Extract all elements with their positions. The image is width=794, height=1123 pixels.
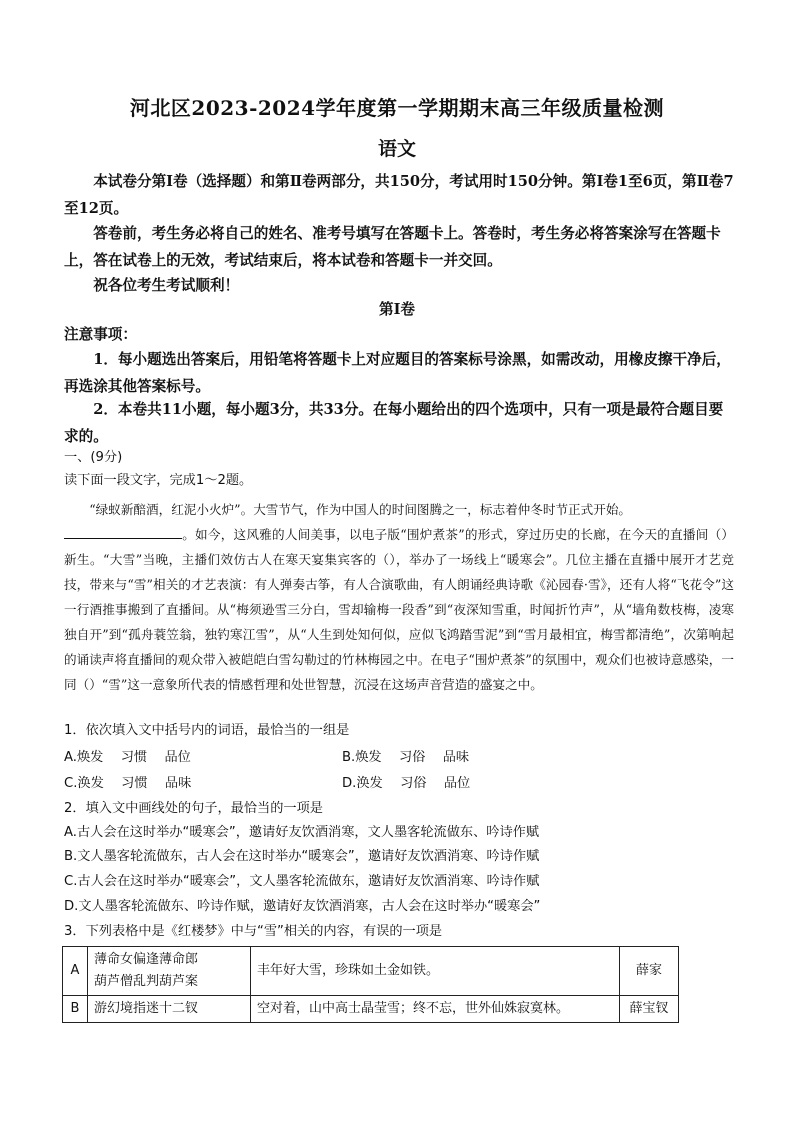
row-label: A bbox=[63, 947, 88, 996]
volume-heading: 第Ⅰ卷 bbox=[378, 301, 415, 318]
q1-option-c[interactable]: C.涣发 习惯 品味 bbox=[64, 776, 192, 791]
notice-item-2: 2．本卷共11小题，每小题3分，共33分。在每小题给出的四个选项中，只有一项是最符合题目要求的。 bbox=[64, 401, 724, 445]
q1-stem: 1．依次填入文中括号内的词语，最恰当的一组是 bbox=[64, 723, 350, 738]
reading-passage bbox=[64, 497, 734, 697]
passage-part-b: 。如今，这风雅的人间美事，以电子版“围炉煮茶”的形式，穿过历史的长廊，在今天的直播间（）新生。“大雪”当晚，主播们效仿古人在寒天宴集宾客的（），举办了一场线上“暖寒会”。几位主播在直播中展开才艺竞技，带来与“雪”相关的才艺表演：有人弹奏古筝，有人合演歌曲，有人朗诵经典诗歌《沁园春·雪》，还有人将“飞花令”这一行酒推事搬到了直播间。从“梅须逊雪三分白，雪却输梅一段香”到“夜深知雪重，时闻折竹声”，从“墙角数枝梅，凌寒独自开”到“孤舟蓑笠翁，独钓寒江雪”，从“人生到处知何似，应似飞鸿踏雪泥”到“雪月最相宜，梅雪都清绝”，次第响起的诵读声将直播间的观众带入被皑皑白雪勾勒过的竹林梅园之中。在电子“围炉煮茶”的氛围中，观众们也被诗意感染，一同（）“雪”这一意象所代表的情感哲理和处世智慧，沉浸在这场声音营造的盛宴之中。 bbox=[64, 527, 734, 692]
notice-item-1: 1．每小题选出答案后，用铅笔将答题卡上对应题目的答案标号涂黑，如需改动，用橡皮擦干净后，再选涂其他答案标号。 bbox=[64, 351, 731, 395]
chapter-title-line: 游幻境指迷十二钗 bbox=[94, 1001, 199, 1016]
q2-stem: 2．填入文中画线处的句子，最恰当的一项是 bbox=[64, 801, 323, 816]
related-person: 薛家 bbox=[620, 947, 679, 996]
quote-content: 空对着，山中高士晶莹雪；终不忘，世外仙姝寂寞林。 bbox=[251, 996, 620, 1023]
intro-paragraph-3: 祝各位考生考试顺利！ bbox=[93, 277, 240, 294]
fill-blank-line bbox=[64, 524, 182, 539]
notice-title: 注意事项： bbox=[64, 326, 137, 343]
intro-paragraph-1: 本试卷分第Ⅰ卷（选择题）和第Ⅱ卷两部分，共150分，考试用时150分钟。第Ⅰ卷1至6页，第Ⅱ卷7至12页。 bbox=[64, 173, 734, 217]
row-label: B bbox=[63, 996, 88, 1023]
chapter-title-line: 薄命女偏逢薄命郎 bbox=[94, 952, 199, 967]
q1-options-row-1 bbox=[64, 746, 734, 768]
passage-part-a: “绿蚁新醅酒，红泥小火炉”。大雪节气，作为中国人的时间图腾之一，标志着仲冬时节正式开始。 bbox=[89, 502, 632, 517]
part1-heading: 一、(9分) bbox=[64, 450, 123, 465]
q1-options-row-2 bbox=[64, 772, 734, 794]
q1-option-d[interactable]: D.涣发 习俗 品位 bbox=[342, 776, 471, 791]
related-person: 薛宝钗 bbox=[620, 996, 679, 1023]
table-row[interactable] bbox=[63, 996, 679, 1023]
q3-table bbox=[62, 946, 679, 1023]
part1-instruction: 读下面一段文字，完成1～2题。 bbox=[64, 473, 253, 488]
table-row[interactable] bbox=[63, 947, 679, 996]
quote-content: 丰年好大雪，珍珠如土金如铁。 bbox=[251, 947, 620, 996]
exam-subject: 语文 bbox=[377, 138, 416, 160]
chapter-titles bbox=[88, 996, 251, 1023]
q3-stem: 3．下列表格中是《红楼梦》中与“雪”相关的内容，有误的一项是 bbox=[64, 924, 443, 939]
q1-option-b[interactable]: B.焕发 习俗 品味 bbox=[342, 750, 470, 765]
q2-option-c[interactable]: C.古人会在这时举办“暖寒会”，文人墨客轮流做东，邀请好友饮酒消寒、吟诗作赋 bbox=[64, 874, 540, 889]
q2-option-b[interactable]: B.文人墨客轮流做东，古人会在这时举办“暖寒会”，邀请好友饮酒消寒、吟诗作赋 bbox=[64, 849, 540, 864]
q1-option-a[interactable]: A.焕发 习惯 品位 bbox=[64, 750, 191, 765]
q2-option-d[interactable]: D.文人墨客轮流做东、吟诗作赋，邀请好友饮酒消寒，古人会在这时举办“暖寒会” bbox=[64, 899, 541, 914]
exam-title: 河北区2023-2024学年度第一学期期末高三年级质量检测 bbox=[129, 96, 665, 120]
chapter-title-line: 葫芦僧乱判葫芦案 bbox=[94, 974, 199, 989]
intro-paragraph-2: 答卷前，考生务必将自己的姓名、准考号填写在答题卡上。答卷时，考生务必将答案涂写在答题卡上，答在试卷上的无效，考试结束后，将本试卷和答题卡一并交回。 bbox=[64, 225, 721, 269]
q2-option-a[interactable]: A.古人会在这时举办“暖寒会”，邀请好友饮酒消寒，文人墨客轮流做东、吟诗作赋 bbox=[64, 825, 540, 840]
chapter-titles bbox=[88, 947, 251, 996]
